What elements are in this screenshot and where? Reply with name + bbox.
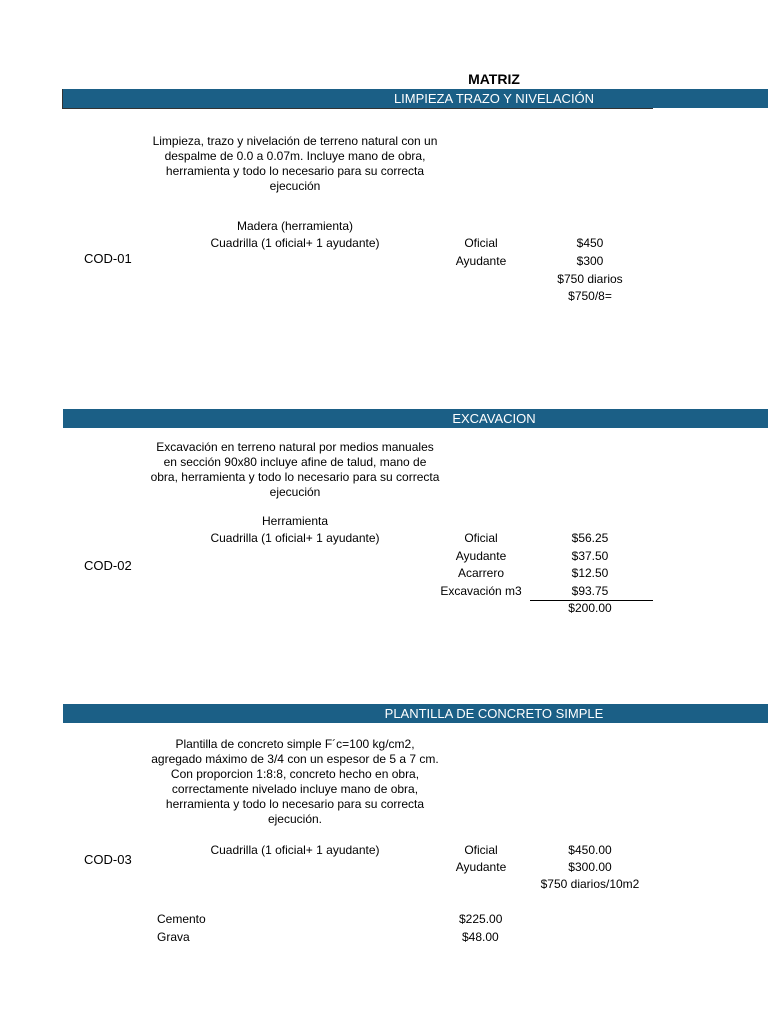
labor-label: Oficial <box>464 843 498 857</box>
supply-price: $225.00 <box>459 912 503 926</box>
material-item: Cuadrilla (1 oficial+ 1 ayudante) <box>210 843 380 857</box>
material-item: Herramienta <box>261 514 329 528</box>
cost-value: $93.75 <box>571 584 609 598</box>
code-cod-03: COD-03 <box>84 852 132 867</box>
total-value: $200.00 <box>568 601 612 615</box>
section-header-plantilla: PLANTILLA DE CONCRETO SIMPLE <box>63 704 768 723</box>
cost-value: $450.00 <box>568 843 612 857</box>
labor-label: Acarrero <box>457 566 504 580</box>
material-item: Cuadrilla (1 oficial+ 1 ayudante) <box>210 531 380 545</box>
material-item: Madera (herramienta) <box>236 219 354 233</box>
code-cod-02: COD-02 <box>84 558 132 573</box>
labor-label: Oficial <box>464 531 498 545</box>
description-cod-01: Limpieza, trazo y nivelación de terreno natural con un despalme de 0.0 a 0.07m. Incluye mano de obra, herramienta y todo lo necesario para su correcta ejecución <box>152 134 438 193</box>
cost-value: $37.50 <box>571 549 609 563</box>
section-header-limpieza: LIMPIEZA TRAZO Y NIVELACIÓN <box>63 89 653 108</box>
labor-label: Oficial <box>464 236 498 250</box>
cost-value: $750 diarios/10m2 <box>540 877 640 891</box>
section-header-extension <box>653 89 768 108</box>
labor-label: Excavación m3 <box>440 584 522 598</box>
material-item: Cuadrilla (1 oficial+ 1 ayudante) <box>210 236 380 250</box>
page-title: MATRIZ <box>468 71 520 87</box>
description-cod-02: Excavación en terreno natural por medios manuales en sección 90x80 incluye afine de talud, mano de obra, herramienta y todo lo necesario para su correcta ejecución <box>150 440 440 499</box>
cost-value: $300.00 <box>568 860 612 874</box>
section-header-excavacion: EXCAVACION <box>63 409 768 428</box>
divider <box>63 108 653 109</box>
cost-value: $750 diarios <box>557 272 623 286</box>
labor-label: Ayudante <box>455 860 507 874</box>
divider <box>62 89 63 109</box>
cost-value: $450 <box>576 236 604 250</box>
labor-label: Ayudante <box>455 254 507 268</box>
supply-name: Cemento <box>157 912 206 926</box>
cost-value: $56.25 <box>571 531 609 545</box>
code-cod-01: COD-01 <box>84 251 132 266</box>
supply-name: Grava <box>157 930 190 944</box>
supply-price: $48.00 <box>462 930 499 944</box>
labor-label: Ayudante <box>455 549 507 563</box>
description-cod-03: Plantilla de concreto simple F´c=100 kg/cm2, agregado máximo de 3/4 con un espesor de 5 a 7 cm. Con proporcion 1:8:8, concreto hecho en obra, correctamente nivelado incluye mano de obra, herramienta y todo lo necesario para su correcta ejecución. <box>151 737 439 826</box>
cost-value: $12.50 <box>571 566 609 580</box>
cost-value: $750/8= <box>568 289 612 303</box>
cost-value: $300 <box>576 254 604 268</box>
